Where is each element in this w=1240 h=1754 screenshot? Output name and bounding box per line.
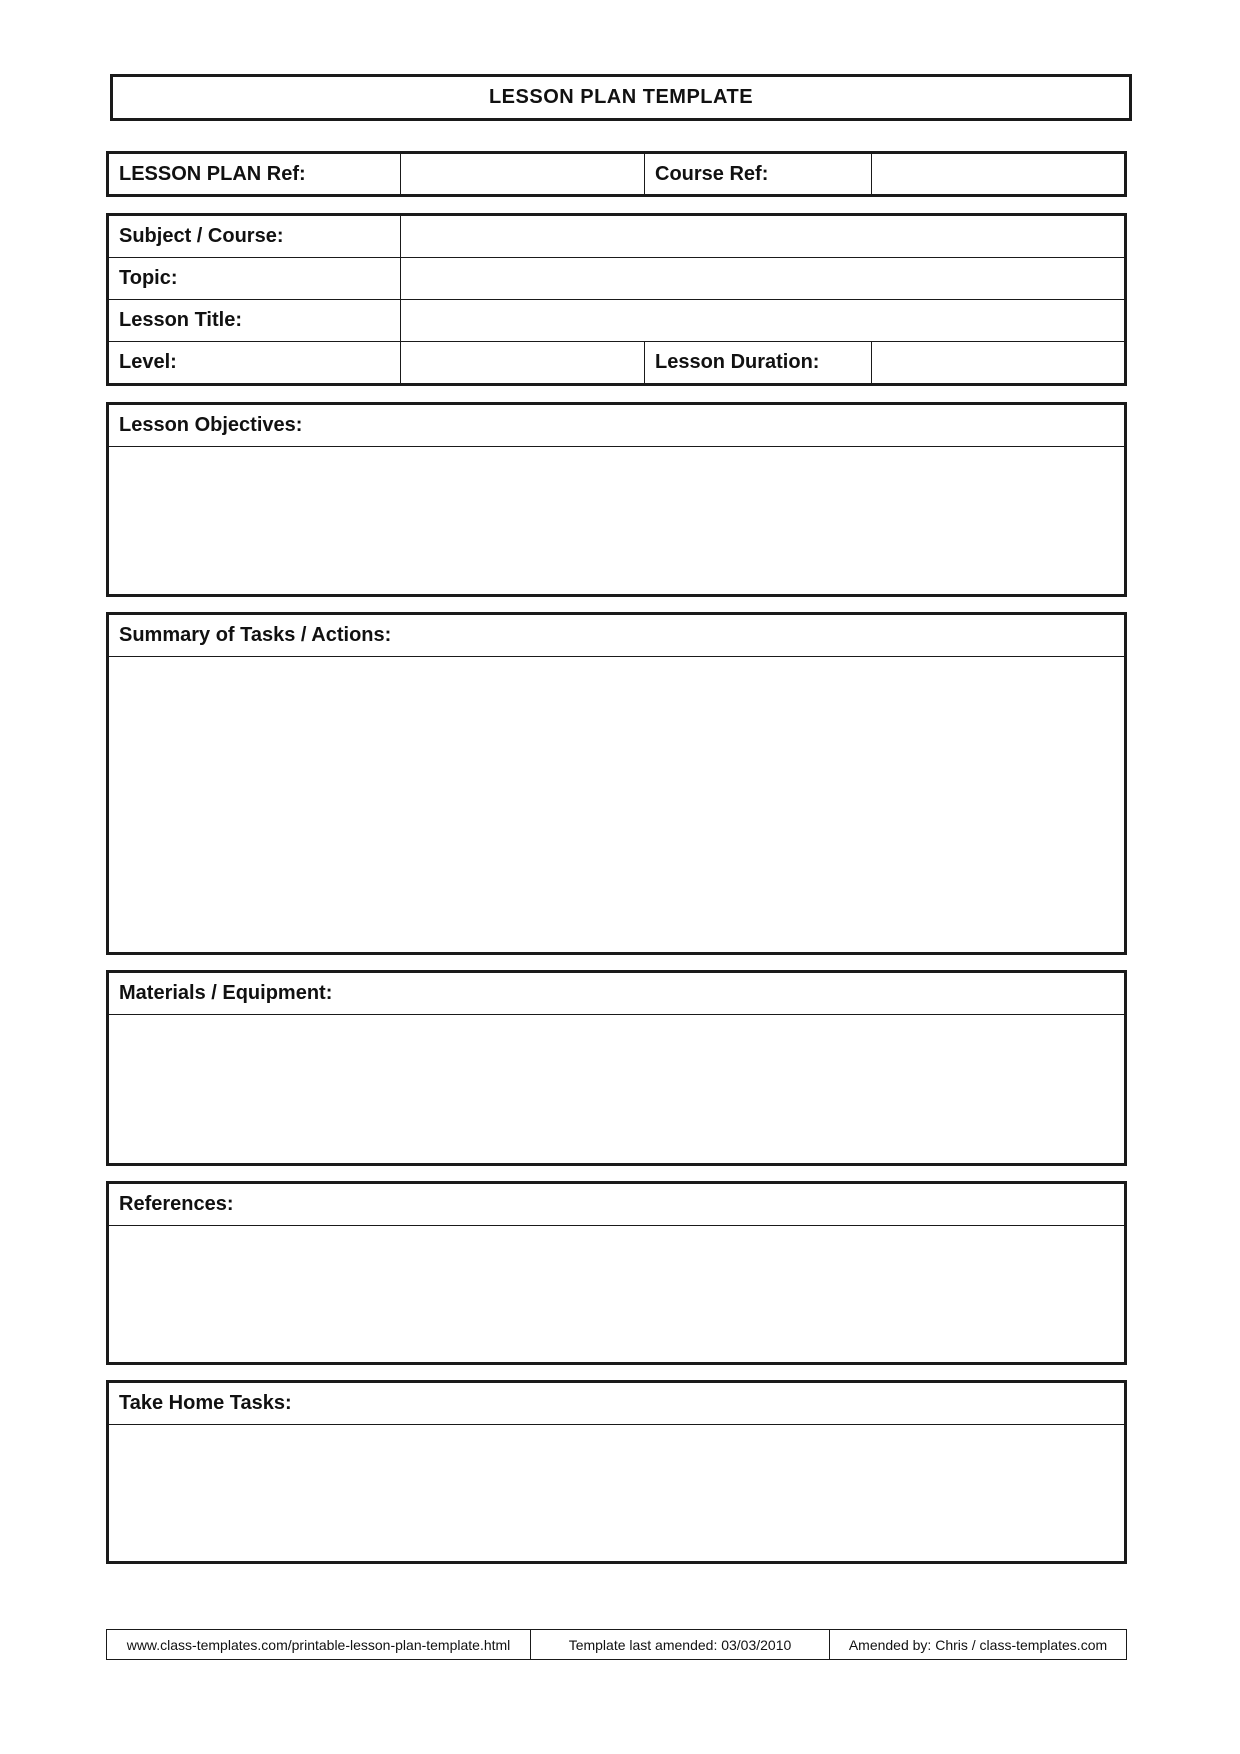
level-label: Level: bbox=[108, 341, 401, 384]
tasks-section bbox=[106, 612, 1127, 955]
tasks-field[interactable] bbox=[109, 657, 1124, 952]
topic-row bbox=[108, 258, 1126, 300]
references-header: References: bbox=[109, 1184, 1124, 1226]
take-home-field[interactable] bbox=[109, 1425, 1124, 1561]
objectives-header: Lesson Objectives: bbox=[109, 405, 1124, 447]
references-field[interactable] bbox=[109, 1226, 1124, 1362]
objectives-section bbox=[106, 402, 1127, 597]
topic-label: Topic: bbox=[108, 258, 401, 300]
footer-row bbox=[107, 1630, 1127, 1660]
references-section bbox=[106, 1181, 1127, 1365]
subject-row bbox=[108, 215, 1126, 258]
lesson-info-table bbox=[106, 213, 1127, 386]
tasks-header: Summary of Tasks / Actions: bbox=[109, 615, 1124, 657]
lesson-title-row bbox=[108, 299, 1126, 341]
take-home-section bbox=[106, 1380, 1127, 1564]
course-ref-label: Course Ref: bbox=[645, 153, 872, 196]
materials-field[interactable] bbox=[109, 1015, 1124, 1163]
subject-field[interactable] bbox=[401, 215, 1126, 258]
take-home-header: Take Home Tasks: bbox=[109, 1383, 1124, 1425]
subject-label: Subject / Course: bbox=[108, 215, 401, 258]
materials-section bbox=[106, 970, 1127, 1166]
reference-table bbox=[106, 151, 1127, 197]
lesson-title-label: Lesson Title: bbox=[108, 299, 401, 341]
lesson-duration-field[interactable] bbox=[872, 341, 1126, 384]
reference-row bbox=[108, 153, 1126, 196]
footer-amended-by: Amended by: Chris / class-templates.com bbox=[830, 1630, 1127, 1660]
lesson-plan-ref-label: LESSON PLAN Ref: bbox=[108, 153, 401, 196]
document-title: LESSON PLAN TEMPLATE bbox=[110, 74, 1132, 121]
footer-url: www.class-templates.com/printable-lesson-plan-template.html bbox=[107, 1630, 531, 1660]
footer-table bbox=[106, 1629, 1127, 1660]
level-field[interactable] bbox=[401, 341, 645, 384]
footer-amended-date: Template last amended: 03/03/2010 bbox=[531, 1630, 830, 1660]
lesson-title-field[interactable] bbox=[401, 299, 1126, 341]
materials-header: Materials / Equipment: bbox=[109, 973, 1124, 1015]
topic-field[interactable] bbox=[401, 258, 1126, 300]
lesson-plan-ref-field[interactable] bbox=[401, 153, 645, 196]
lesson-duration-label: Lesson Duration: bbox=[645, 341, 872, 384]
objectives-field[interactable] bbox=[109, 447, 1124, 594]
level-row bbox=[108, 341, 1126, 384]
course-ref-field[interactable] bbox=[872, 153, 1126, 196]
